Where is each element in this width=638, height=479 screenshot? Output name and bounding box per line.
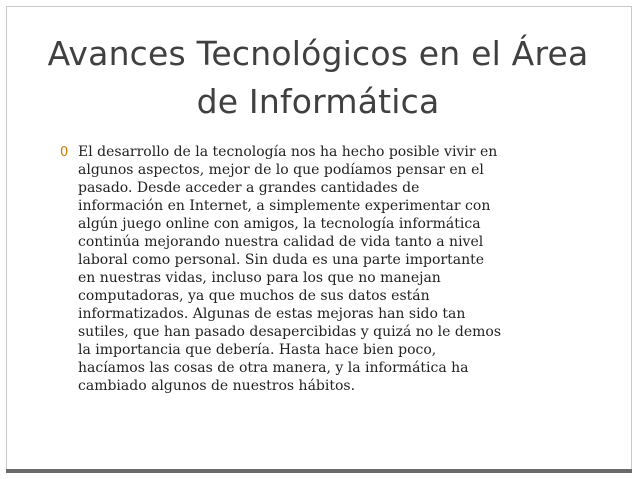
bullet-text-line: informatizados. Algunas de estas mejoras han sido tan: [78, 306, 466, 322]
bullet-text-line: computadoras, ya que muchos de sus datos están: [78, 288, 430, 304]
bullet-text-line: información en Internet, a simplemente experimentar con: [78, 198, 491, 214]
bullet-text-line: cambiado algunos de nuestros hábitos.: [78, 378, 356, 394]
slide-bottom-bar: [6, 469, 632, 473]
bullet-marker-icon: 0: [60, 145, 69, 160]
slide-title-line-1: Avances Tecnológicos en el Área: [47, 34, 589, 73]
slide-title-line-2: de Informática: [196, 82, 440, 121]
bullet-item: [60, 143, 580, 395]
bullet-text-line: algunos aspectos, mejor de lo que podíamos pensar en el: [78, 162, 484, 178]
bullet-text: [60, 143, 580, 395]
bullet-text-line: algún juego online con amigos, la tecnología informática: [78, 216, 481, 232]
bullet-text-line: continúa mejorando nuestra calidad de vida tanto a nivel: [78, 234, 484, 250]
bullet-text-line: pasado. Desde acceder a grandes cantidades de: [78, 180, 420, 196]
bullet-text-line: El desarrollo de la tecnología nos ha hecho posible vivir en: [78, 144, 498, 160]
bullet-text-line: sutiles, que han pasado desapercibidas y quizá no le demos: [78, 324, 502, 340]
bullet-text-line: laboral como personal. Sin duda es una parte importante: [78, 252, 485, 268]
bullet-text-line: hacíamos las cosas de otra manera, y la informática ha: [78, 360, 469, 376]
bullet-text-line: en nuestras vidas, incluso para los que no manejan: [78, 270, 441, 286]
bullet-text-line: la importancia que debería. Hasta hace bien poco,: [78, 342, 437, 358]
slide-title: [40, 30, 596, 126]
